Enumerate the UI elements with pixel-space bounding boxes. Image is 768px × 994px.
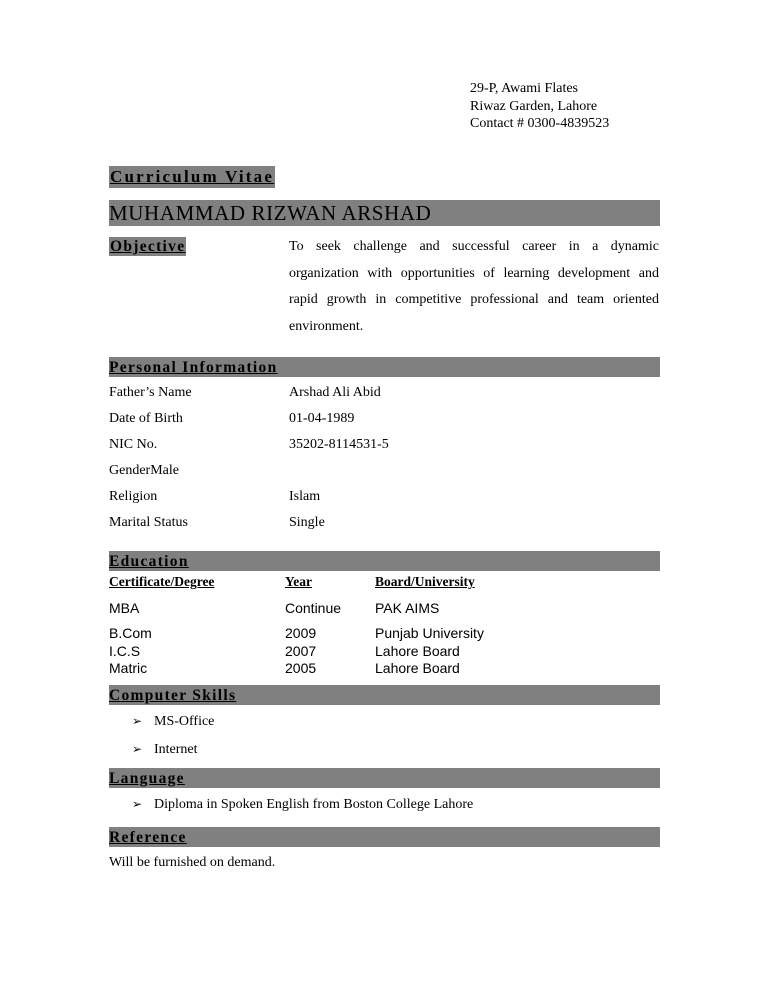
field-label: Marital Status — [109, 515, 188, 530]
field-value: Islam — [289, 489, 321, 504]
objective-heading: Objective — [110, 238, 186, 255]
education-cell: Continue — [285, 600, 342, 616]
education-cell: PAK AIMS — [375, 600, 440, 616]
education-cell: Lahore Board — [375, 660, 460, 676]
candidate-name: MUHAMMAD RIZWAN ARSHAD — [109, 200, 660, 226]
education-cell: 2009 — [285, 625, 317, 641]
reference-text: Will be furnished on demand. — [109, 855, 276, 870]
reference-heading: Reference — [109, 827, 660, 847]
personal-row — [109, 437, 389, 453]
contact-line: Contact # 0300-4839523 — [470, 116, 610, 131]
arrow-bullet-icon: ➢ — [132, 797, 143, 811]
education-cell: Punjab University — [375, 625, 484, 641]
address-line: 29-P, Awami Flates — [470, 81, 578, 96]
personal-row — [109, 463, 179, 479]
document-title: Curriculum Vitae — [110, 167, 275, 186]
field-label: GenderMale — [109, 463, 179, 478]
language-item — [132, 797, 473, 813]
arrow-bullet-icon: ➢ — [132, 742, 143, 756]
personal-row — [109, 385, 381, 401]
field-value: Arshad Ali Abid — [289, 385, 381, 400]
education-column-header: Certificate/Degree — [109, 574, 215, 589]
education-cell: Lahore Board — [375, 643, 460, 659]
personal-row — [109, 411, 355, 427]
field-label: Date of Birth — [109, 411, 183, 426]
personal-info-heading: Personal Information — [109, 357, 660, 377]
personal-row — [109, 515, 325, 531]
skill-label: Internet — [154, 742, 198, 757]
arrow-bullet-icon: ➢ — [132, 714, 143, 728]
objective-text: To seek challenge and successful career in a dynamic organization with opportunities of learning development and rapid growth in competitive professional and team oriented environment. — [289, 239, 659, 334]
education-cell: 2007 — [285, 643, 317, 659]
skill-item — [132, 714, 214, 730]
language-label: Diploma in Spoken English from Boston College Lahore — [154, 797, 474, 812]
field-label: NIC No. — [109, 437, 158, 452]
language-heading: Language — [109, 768, 660, 788]
education-cell: I.C.S — [109, 643, 141, 659]
education-cell: Matric — [109, 660, 148, 676]
skill-item — [132, 742, 198, 758]
education-cell: 2005 — [285, 660, 317, 676]
field-label: Father’s Name — [109, 385, 192, 400]
field-value: 01-04-1989 — [289, 411, 355, 426]
education-cell: B.Com — [109, 625, 152, 641]
education-heading: Education — [109, 551, 660, 571]
field-value: Single — [289, 515, 325, 530]
skill-label: MS-Office — [154, 714, 215, 729]
personal-row — [109, 489, 321, 505]
education-column-header: Board/University — [375, 574, 475, 589]
address-block — [470, 80, 609, 133]
address-line: Riwaz Garden, Lahore — [470, 98, 598, 114]
field-label: Religion — [109, 489, 158, 504]
field-value: 35202-8114531-5 — [289, 437, 389, 452]
education-cell: MBA — [109, 600, 140, 616]
education-column-header: Year — [285, 574, 312, 589]
computer-skills-heading: Computer Skills — [109, 685, 660, 705]
